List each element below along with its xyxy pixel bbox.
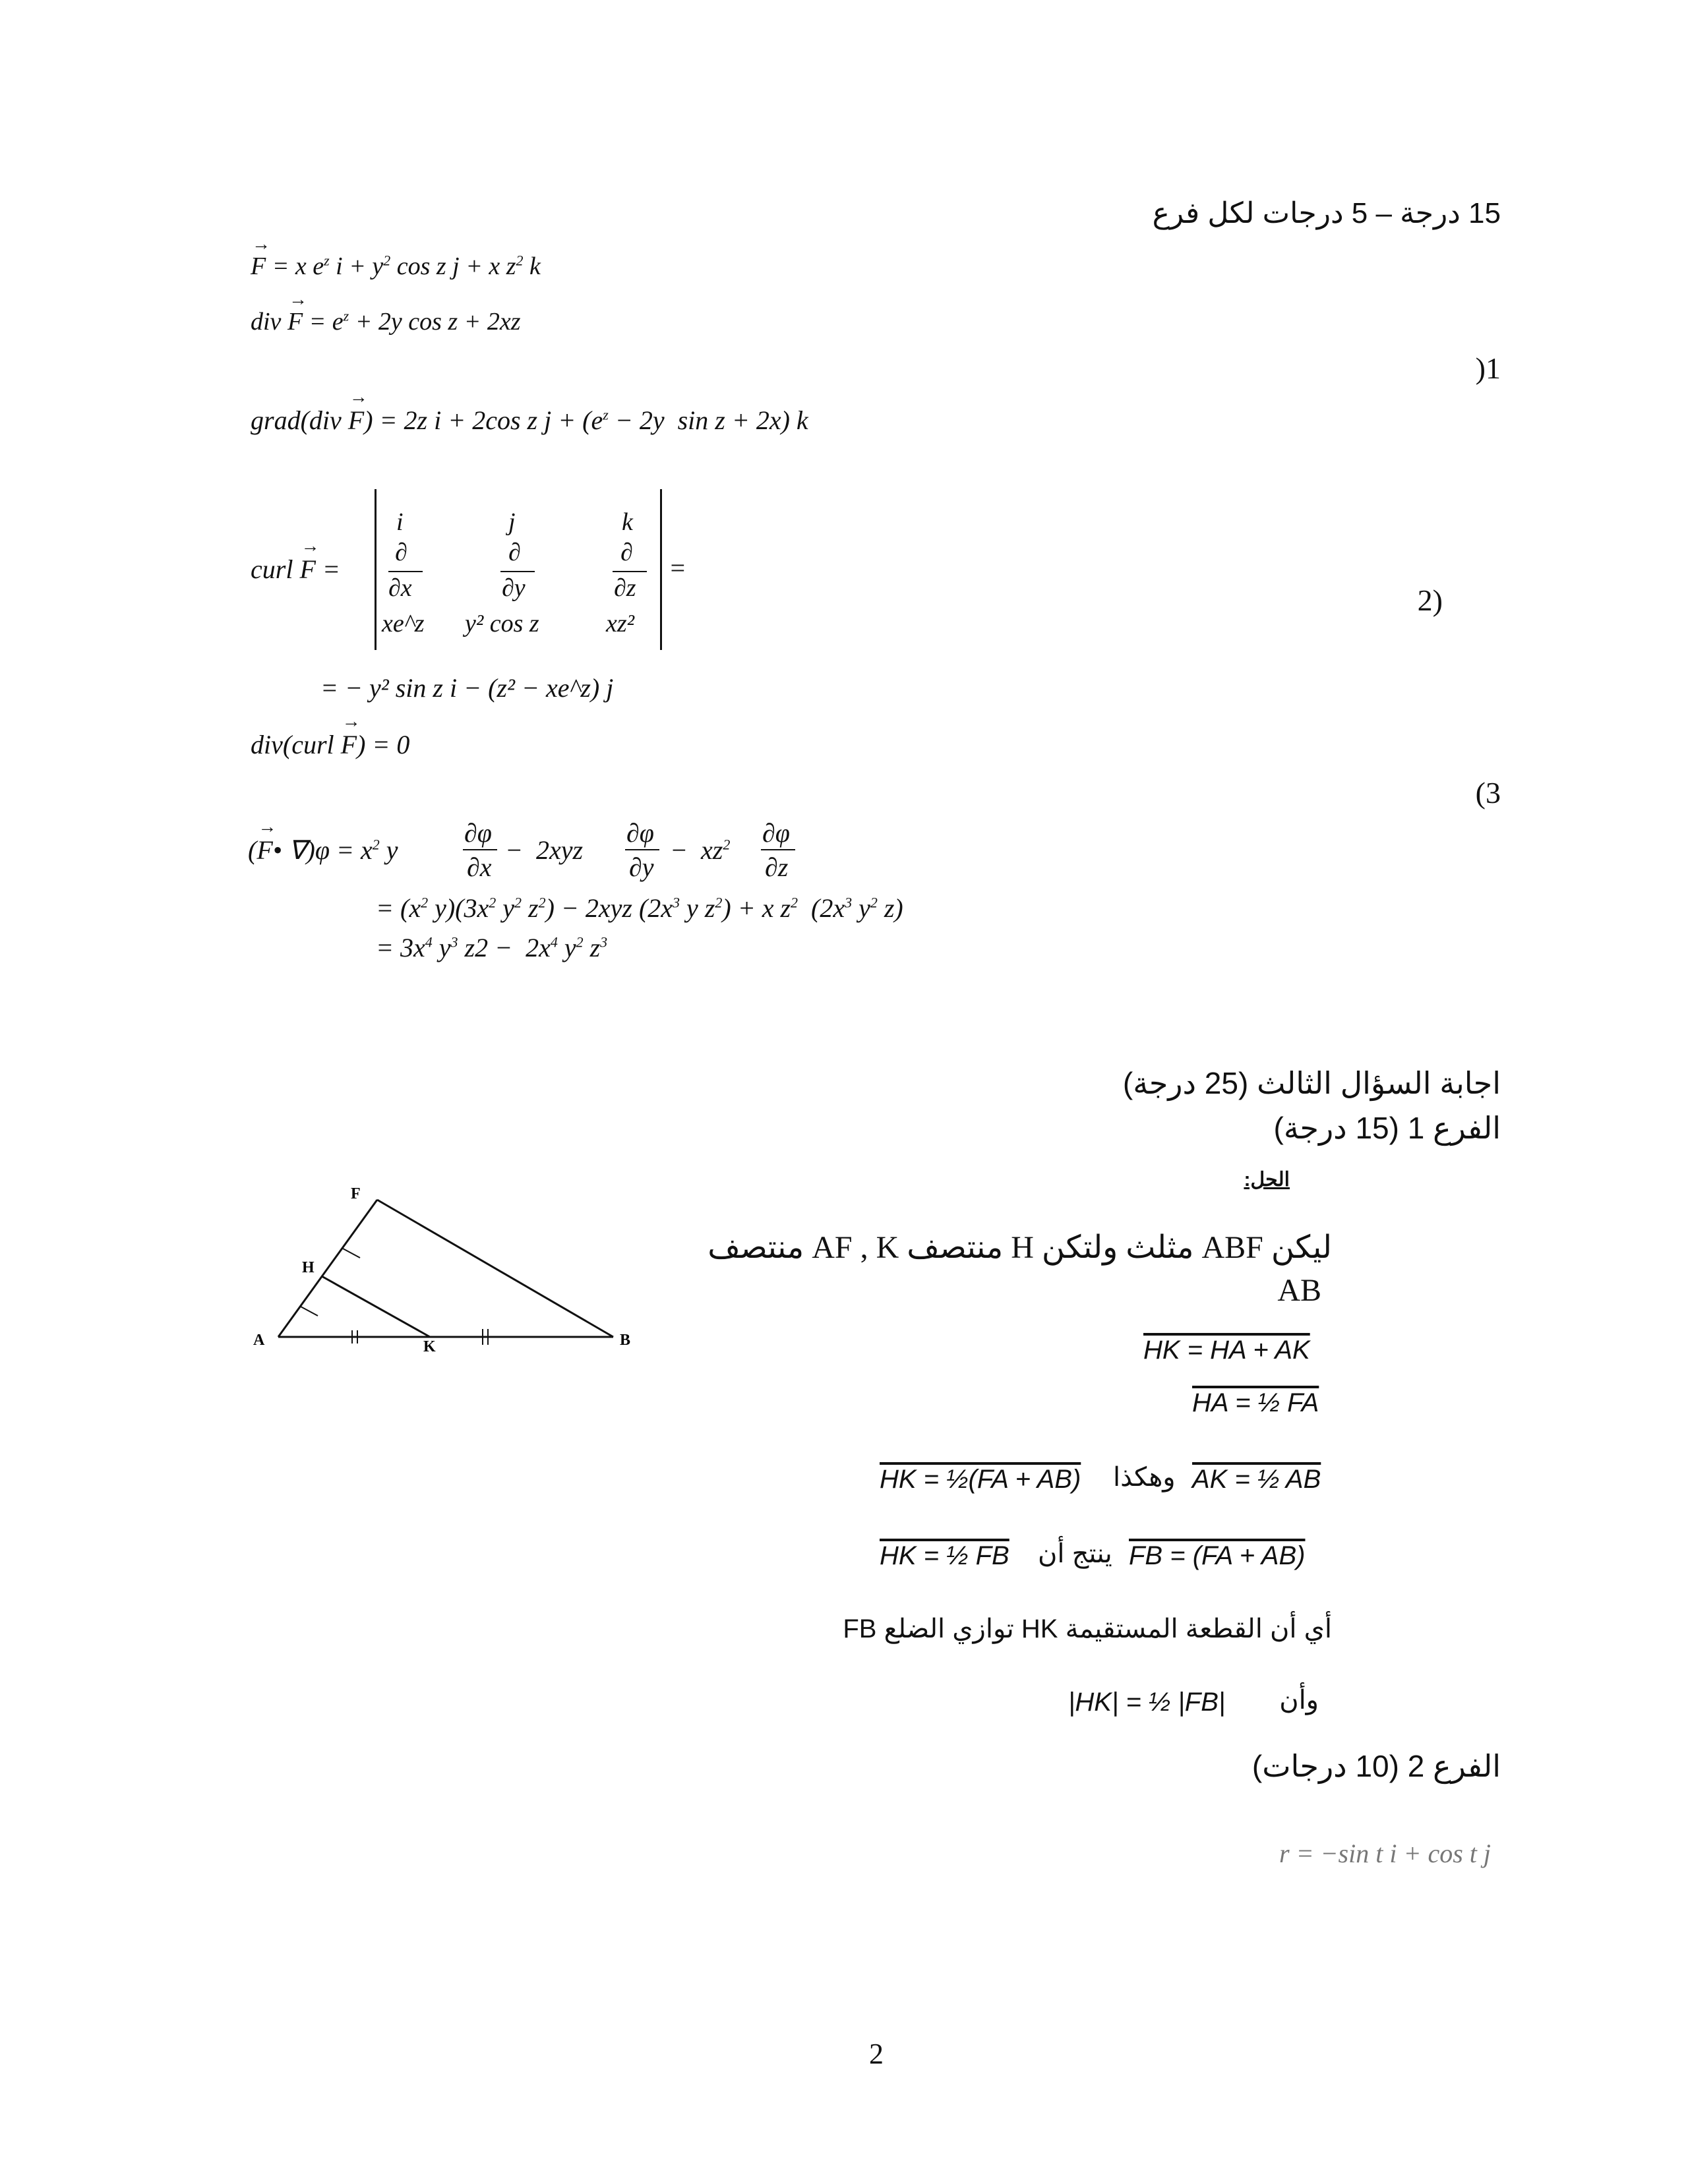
vertex-label-B: B (620, 1332, 631, 1349)
let-statement-line1: ليكن ABF مثلث ولتكن H منتصف AF , K منتصف (708, 1230, 1332, 1265)
fraction-bar (388, 571, 423, 572)
triangle-figure (244, 1180, 653, 1365)
curl-result: = − y² sin z i − (z² − xe^z) j (320, 673, 614, 703)
matrix-cell: ∂ (620, 539, 633, 566)
segment-HK (322, 1276, 430, 1337)
connector-likewise: وهكذا (1113, 1463, 1176, 1492)
directional-derivative-3: = $3x^4$ $y^3$ $z2 - 2x^4$ $y^2$ $z^3$ (376, 933, 608, 962)
matrix-cell: ∂ (395, 539, 407, 566)
directional-derivative-2: = ($x^2$ $y)(3x^2$ $y^2$ $z^2) - 2xyz$ ($2x^3$ y $z^2) + x$ $z^2$ ($2x^3$ $y^2$ z) (376, 893, 903, 923)
vertex-label-A: A (253, 1332, 265, 1349)
vertex-label-F: F (351, 1185, 361, 1202)
directional-derivative-1: (F → • $\nabla)\varphi = x^2$ y ∂φ ∂x − 2xyz ∂φ ∂y − $xz^2$ ∂φ ∂z (248, 817, 841, 883)
vertex-label-K: K (423, 1338, 436, 1355)
let-statement-line2: AB (1277, 1273, 1321, 1308)
matrix-cell: y² cos z (465, 610, 539, 637)
magnitude-equation: |HK| = ½ |FB| (1068, 1688, 1226, 1717)
branch1-heading: الفرع 1 (15 درجة) (1273, 1111, 1501, 1145)
fraction-bar (500, 571, 535, 572)
div-curl-zero: div(curl F → ) = 0 (251, 711, 410, 759)
matrix-cell: ∂y (502, 574, 526, 602)
grading-line: 15 درجة – 5 درجات لكل فرع (1152, 197, 1501, 229)
matrix-cell: ∂x (388, 574, 412, 602)
parallel-statement: أي أن القطعة المستقيمة HK توازي الضلع FB (843, 1614, 1332, 1643)
gradient-of-divergence: grad(div F → ) = 2z i + 2cos z $j + (e^z - 2y$ sin z + 2x) k (251, 387, 808, 435)
fraction-bar (613, 571, 647, 572)
part-label-1: )1 (1475, 351, 1501, 385)
matrix-cell: k (622, 508, 633, 536)
vertex-label-H: H (302, 1259, 315, 1276)
matrix-cell: xz² (606, 610, 635, 637)
solution-label: الحل: (1244, 1169, 1290, 1191)
matrix-cell: j (508, 508, 516, 536)
part-label-2: 2) (1417, 583, 1443, 617)
curl-label: curl F → = (251, 536, 340, 584)
tick-mark (301, 1307, 318, 1316)
matrix-cell: i (396, 508, 404, 536)
divergence-expression: div F → = $e^z + 2y$ cos z + 2xz (251, 289, 521, 336)
vector-field-definition: F → = x $e^z$ $i + y^2$ cos z j + x $z^2$ k (251, 234, 541, 280)
part-label-3: (3 (1475, 776, 1501, 810)
branch2-heading: الفرع 2 (10 درجات) (1251, 1749, 1501, 1783)
position-vector-equation: r = −sin t i + cos t j (1279, 1839, 1491, 1868)
connector-implies: ينتج أن (1038, 1539, 1112, 1568)
matrix-cell: xe^z (382, 610, 425, 637)
equation-AK-half: AK = ½ AB (1192, 1465, 1321, 1494)
equation-HA-half: HA = ½ FA (1192, 1388, 1319, 1417)
curl-determinant (375, 489, 662, 650)
side-AF (278, 1200, 377, 1337)
equation-HK-sum: HK = HA + AK (1143, 1336, 1310, 1365)
matrix-cell: ∂z (614, 574, 636, 602)
curl-equals: = (669, 553, 686, 583)
equation-HK-expanded: HK = ½(FA + AB) (880, 1465, 1081, 1494)
side-FB (377, 1200, 613, 1337)
equation-HK-FB: HK = ½ FB (880, 1541, 1010, 1570)
tick-mark (343, 1249, 360, 1258)
matrix-cell: ∂ (508, 539, 521, 566)
page-number: 2 (869, 2038, 884, 2070)
magnitude-prefix: وأن (1279, 1686, 1319, 1715)
equation-FB-sum: FB = (FA + AB) (1129, 1541, 1306, 1570)
question3-heading: اجابة السؤال الثالث (25 درجة) (1122, 1066, 1501, 1100)
